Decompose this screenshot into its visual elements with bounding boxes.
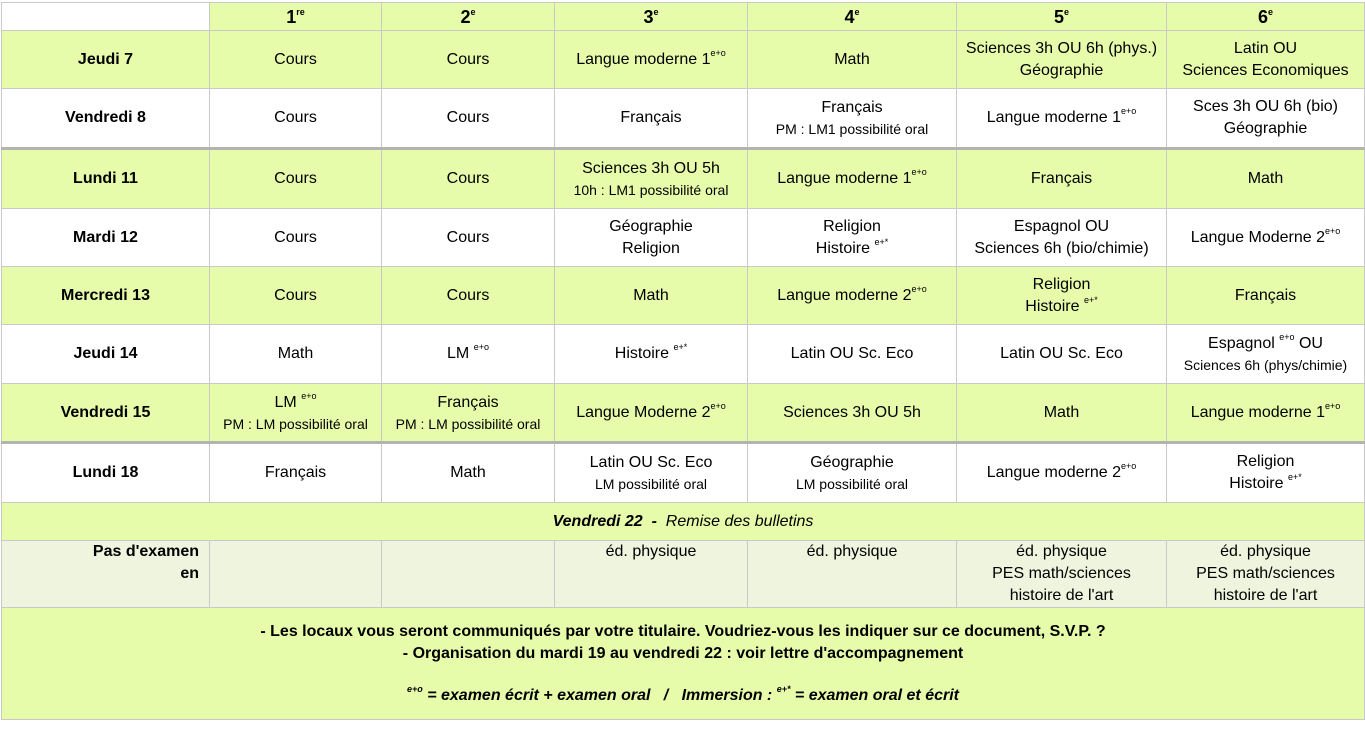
exam-cell [1167, 31, 1365, 89]
exam-line-2 [1169, 118, 1362, 140]
exam-cell [382, 384, 555, 443]
exam-subject: Sciences Economiques [1182, 61, 1349, 79]
exam-cell [210, 443, 382, 503]
year-number: 4 [844, 6, 855, 27]
exam-type-marker: e+o [1325, 225, 1341, 236]
info-date: Vendredi 22 [552, 512, 643, 530]
year-number: 5 [1053, 6, 1064, 27]
year-suffix: e [653, 6, 659, 17]
exam-line-1 [750, 285, 954, 307]
exam-cell [210, 89, 382, 149]
exam-cell [1167, 267, 1365, 325]
exam-line-1 [1169, 451, 1362, 473]
exam-cell [555, 209, 748, 267]
exam-type-marker: e+o [473, 342, 489, 352]
exam-subject: Latin OU Sc. Eco [1000, 345, 1123, 362]
exam-line-1 [1169, 227, 1362, 249]
exam-note: 10h : LM1 possibilité oral [573, 182, 729, 198]
exam-subject: Religion [1236, 453, 1295, 470]
exam-cell [555, 325, 748, 384]
exam-cell [555, 384, 748, 443]
no-exam-cell [555, 541, 748, 608]
exam-subject: Langue moderne 1 [1190, 403, 1326, 421]
exam-subject: Cours [446, 286, 490, 304]
exam-cell [957, 384, 1167, 443]
footer-note-1: - Les locaux vous seront communiqués par votre titulaire. Voudriez-vous les indiquer sur ce document, S.V.P. ? [260, 622, 1106, 640]
no-exam-cell [957, 541, 1167, 608]
exam-type-marker: e+* [673, 342, 688, 352]
exam-cell [210, 325, 382, 384]
exam-line-2 [959, 60, 1164, 82]
exam-cell [748, 443, 957, 503]
exam-line-2 [557, 238, 745, 260]
exam-subject: Math [834, 50, 870, 68]
exam-subject: Math [450, 464, 486, 481]
exam-cell [748, 31, 957, 89]
header-corner-cell [2, 3, 210, 31]
exam-line-1 [750, 343, 954, 365]
no-exam-subject: PES math/sciences [1196, 565, 1335, 582]
exam-line-1 [557, 402, 745, 424]
exam-type-marker: e+o [1325, 400, 1341, 411]
exam-subject-tail: OU [1294, 335, 1323, 352]
exam-subject: Math [633, 286, 669, 304]
exam-subject: Langue moderne 1 [777, 170, 912, 187]
exam-line-1 [959, 343, 1164, 365]
day-cell: Vendredi 15 [2, 384, 210, 443]
exam-subject: Histoire [815, 239, 875, 257]
no-exam-cell [748, 541, 957, 608]
exam-subject: Géographie [609, 217, 693, 235]
exam-cell [1167, 89, 1365, 149]
no-exam-cell [1167, 541, 1365, 608]
exam-subject: Langue moderne 1 [576, 50, 711, 68]
exam-type-marker: e+* [1287, 472, 1302, 482]
exam-subject: Français [1030, 170, 1093, 187]
exam-cell [382, 325, 555, 384]
exam-subject: Sciences 3h OU 5h [783, 403, 921, 421]
exam-subject: Langue moderne 2 [777, 286, 912, 304]
exam-cell [555, 89, 748, 149]
no-exam-subject: histoire de l'art [1213, 587, 1318, 604]
exam-subject: Sciences 3h OU 6h (phys.) [965, 39, 1158, 57]
exam-type-marker: e+o [710, 400, 726, 411]
exam-subject: Histoire [614, 345, 674, 362]
day-cell: Vendredi 8 [2, 89, 210, 149]
info-text: Remise des bulletins [665, 512, 814, 530]
exam-line-1 [212, 392, 379, 414]
exam-subject: Langue moderne 1 [986, 109, 1122, 126]
exam-line-1 [959, 38, 1164, 60]
exam-subject: Histoire [1229, 475, 1288, 492]
exam-line-1 [557, 49, 745, 71]
exam-subject: Religion [1032, 275, 1091, 293]
exam-subject: LM [274, 393, 302, 411]
exam-subject: Cours [446, 228, 490, 246]
exam-subject: Math [1043, 403, 1080, 421]
exam-line-1 [557, 216, 745, 238]
day-cell: Jeudi 14 [2, 325, 210, 384]
no-exam-subject: éd. physique [1220, 543, 1311, 560]
exam-subject: Cours [446, 109, 490, 126]
exam-cell [1167, 325, 1365, 384]
exam-line-1 [750, 97, 954, 119]
exam-cell [555, 149, 748, 209]
exam-subject: Français [821, 99, 883, 116]
exam-line-1 [212, 227, 379, 249]
schedule-row [2, 89, 1365, 149]
exam-line-1 [557, 343, 745, 365]
exam-type-marker: e+o [911, 167, 927, 177]
exam-line-2 [959, 238, 1164, 260]
year-number: 1 [286, 6, 297, 27]
exam-cell [210, 267, 382, 325]
exam-subject: Sciences 3h OU 5h [582, 160, 720, 177]
exam-type-marker: e+* [874, 236, 889, 247]
exam-type-marker: e+o [1121, 106, 1137, 116]
exam-subject: Cours [446, 170, 490, 187]
exam-subject: Latin OU Sc. Eco [790, 345, 914, 362]
exam-line-1 [557, 158, 745, 180]
day-cell: Lundi 11 [2, 149, 210, 209]
exam-cell [748, 384, 957, 443]
legend-marker-written-oral: e+o [407, 683, 423, 694]
year-suffix: e [1268, 6, 1274, 17]
exam-line-1 [384, 343, 552, 365]
exam-cell [957, 325, 1167, 384]
report-card-info-cell [2, 503, 1365, 541]
exam-subject: Langue moderne 2 [986, 464, 1122, 481]
footer-note-2: - Organisation du mardi 19 au vendredi 22 : voir lettre d'accompagnement [402, 644, 964, 662]
exam-line-1 [212, 107, 379, 129]
exam-cell [382, 149, 555, 209]
exam-type-marker: e+o [301, 390, 317, 401]
exam-line-1 [384, 392, 552, 414]
exam-line-1 [212, 49, 379, 71]
year-suffix: re [296, 6, 305, 17]
header-cell-year-6 [1167, 3, 1365, 31]
exam-cell [748, 267, 957, 325]
header-cell-year-4 [748, 3, 957, 31]
exam-cell [748, 209, 957, 267]
schedule-row [2, 149, 1365, 209]
exam-cell [210, 31, 382, 89]
exam-line-2 [959, 296, 1164, 318]
legend-text-1: = examen écrit + examen oral / Immersion : [422, 686, 777, 704]
exam-line-1 [750, 168, 954, 190]
exam-cell [957, 149, 1167, 209]
exam-note: LM possibilité oral [594, 476, 708, 492]
exam-cell [957, 89, 1167, 149]
exam-note: PM : LM possibilité oral [395, 415, 541, 432]
exam-cell [555, 267, 748, 325]
schedule-row [2, 443, 1365, 503]
exam-line-2 [1169, 473, 1362, 495]
no-exam-label [2, 541, 210, 608]
exam-type-marker: e+* [1083, 294, 1098, 305]
exam-subject: Espagnol [1208, 335, 1280, 352]
schedule-row [2, 31, 1365, 89]
exam-subject: Math [1247, 170, 1284, 187]
no-exam-subject: histoire de l'art [1009, 587, 1114, 604]
header-cell-year-2 [382, 3, 555, 31]
exam-cell [957, 267, 1167, 325]
schedule-row [2, 384, 1365, 443]
exam-line-1 [384, 462, 552, 484]
exam-subject: Géographie [810, 454, 894, 471]
exam-type-marker: e+o [1279, 332, 1295, 342]
footer-gap [4, 665, 1362, 685]
no-exam-label-line-2: en [180, 565, 199, 582]
exam-schedule-table [1, 2, 1365, 720]
exam-note: Sciences 6h (phys/chimie) [1183, 357, 1348, 373]
no-exam-subject: éd. physique [806, 543, 898, 560]
year-suffix: e [470, 6, 476, 17]
day-cell: Jeudi 7 [2, 31, 210, 89]
no-exam-empty-cell [382, 541, 555, 608]
no-exam-subject: éd. physique [1016, 543, 1107, 560]
no-exam-subject: éd. physique [605, 543, 697, 560]
exam-line-2 [1169, 60, 1362, 82]
footer-row [2, 608, 1365, 720]
exam-cell [957, 443, 1167, 503]
exam-line-1 [384, 227, 552, 249]
exam-subject: Histoire [1025, 297, 1084, 315]
schedule-row [2, 267, 1365, 325]
exam-cell [1167, 149, 1365, 209]
legend-text-2: = examen oral et écrit [790, 686, 959, 704]
exam-subject: Langue Moderne 2 [1190, 228, 1326, 246]
exam-line-1 [959, 274, 1164, 296]
exam-subject: Math [277, 345, 314, 362]
no-exam-row [2, 541, 1365, 608]
exam-subject: Cours [274, 170, 317, 187]
exam-cell [210, 209, 382, 267]
no-exam-label-line-1: Pas d'examen [92, 543, 199, 560]
exam-line-1 [959, 462, 1164, 484]
header-cell-year-3 [555, 3, 748, 31]
schedule-row [2, 209, 1365, 267]
exam-cell [382, 89, 555, 149]
exam-line-1 [750, 216, 954, 238]
exam-subject: Français [264, 464, 327, 481]
exam-line-1 [959, 107, 1164, 129]
exam-line-1 [384, 49, 552, 71]
exam-line-1 [1169, 285, 1362, 307]
year-suffix: e [854, 6, 860, 17]
exam-line-1 [557, 107, 745, 129]
exam-subject: Religion [622, 239, 680, 257]
exam-line-1 [212, 462, 379, 484]
year-suffix: e [1064, 6, 1070, 17]
exam-cell [210, 384, 382, 443]
no-exam-subject: PES math/sciences [992, 565, 1131, 582]
exam-subject: Français [620, 109, 682, 126]
exam-subject: Espagnol OU [1013, 217, 1110, 235]
exam-subject: Latin OU Sc. Eco [589, 454, 713, 471]
exam-line-1 [1169, 333, 1362, 355]
exam-line-1 [1169, 402, 1362, 424]
exam-note: PM : LM1 possibilité oral [775, 121, 929, 137]
day-cell: Mardi 12 [2, 209, 210, 267]
exam-cell [1167, 384, 1365, 443]
legend-marker-oral-written: e+* [776, 683, 791, 694]
footer-legend [4, 685, 1362, 707]
exam-cell [748, 149, 957, 209]
exam-line-1 [212, 168, 379, 190]
exam-line-1 [384, 168, 552, 190]
exam-cell [555, 443, 748, 503]
exam-cell [382, 209, 555, 267]
exam-cell [382, 443, 555, 503]
exam-cell [1167, 443, 1365, 503]
exam-cell [382, 31, 555, 89]
exam-line-1 [1169, 96, 1362, 118]
exam-note: PM : LM possibilité oral [223, 415, 368, 432]
exam-subject: Géographie [1223, 120, 1308, 137]
exam-subject: Cours [446, 50, 490, 68]
exam-cell [748, 325, 957, 384]
exam-line-1 [557, 285, 745, 307]
exam-line-1 [959, 402, 1164, 424]
exam-subject: Cours [274, 286, 317, 304]
exam-note: LM possibilité oral [795, 476, 909, 492]
header-row [2, 3, 1365, 31]
year-number: 3 [643, 6, 654, 27]
year-number: 2 [460, 6, 471, 27]
exam-subject: Religion [823, 217, 881, 235]
exam-line-2 [750, 238, 954, 260]
exam-subject: Langue Moderne 2 [576, 403, 711, 421]
exam-line-1 [212, 343, 379, 365]
exam-line-1 [959, 168, 1164, 190]
exam-subject: Cours [274, 109, 317, 126]
exam-type-marker: e+o [911, 283, 927, 294]
exam-line-1 [384, 285, 552, 307]
exam-cell [1167, 209, 1365, 267]
exam-subject: Sciences 6h (bio/chimie) [974, 239, 1149, 257]
exam-subject: Cours [274, 228, 317, 246]
exam-subject: Cours [274, 50, 317, 68]
exam-line-1 [750, 452, 954, 474]
exam-subject: Géographie [1019, 61, 1104, 79]
day-cell: Lundi 18 [2, 443, 210, 503]
header-cell-year-5 [957, 3, 1167, 31]
exam-line-1 [959, 216, 1164, 238]
schedule-row [2, 325, 1365, 384]
info-row [2, 503, 1365, 541]
exam-line-1 [1169, 38, 1362, 60]
exam-type-marker: e+o [1121, 461, 1137, 471]
exam-subject: Français [437, 393, 499, 411]
exam-line-1 [1169, 168, 1362, 190]
exam-cell [957, 31, 1167, 89]
exam-cell [957, 209, 1167, 267]
exam-subject: Latin OU [1233, 39, 1298, 57]
day-cell: Mercredi 13 [2, 267, 210, 325]
exam-line-1 [750, 49, 954, 71]
exam-cell [748, 89, 957, 149]
exam-subject: Français [1234, 286, 1297, 304]
header-cell-year-1 [210, 3, 382, 31]
exam-line-1 [384, 107, 552, 129]
footer-notes-cell [2, 608, 1365, 720]
exam-type-marker: e+o [710, 47, 726, 58]
exam-line-1 [212, 285, 379, 307]
exam-subject: Sces 3h OU 6h (bio) [1193, 98, 1338, 115]
exam-cell [555, 31, 748, 89]
info-separator: - [642, 512, 666, 530]
no-exam-empty-cell [210, 541, 382, 608]
exam-cell [210, 149, 382, 209]
exam-line-1 [750, 402, 954, 424]
exam-cell [382, 267, 555, 325]
exam-subject: LM [447, 345, 474, 362]
exam-line-1 [557, 452, 745, 474]
year-number: 6 [1257, 6, 1268, 27]
